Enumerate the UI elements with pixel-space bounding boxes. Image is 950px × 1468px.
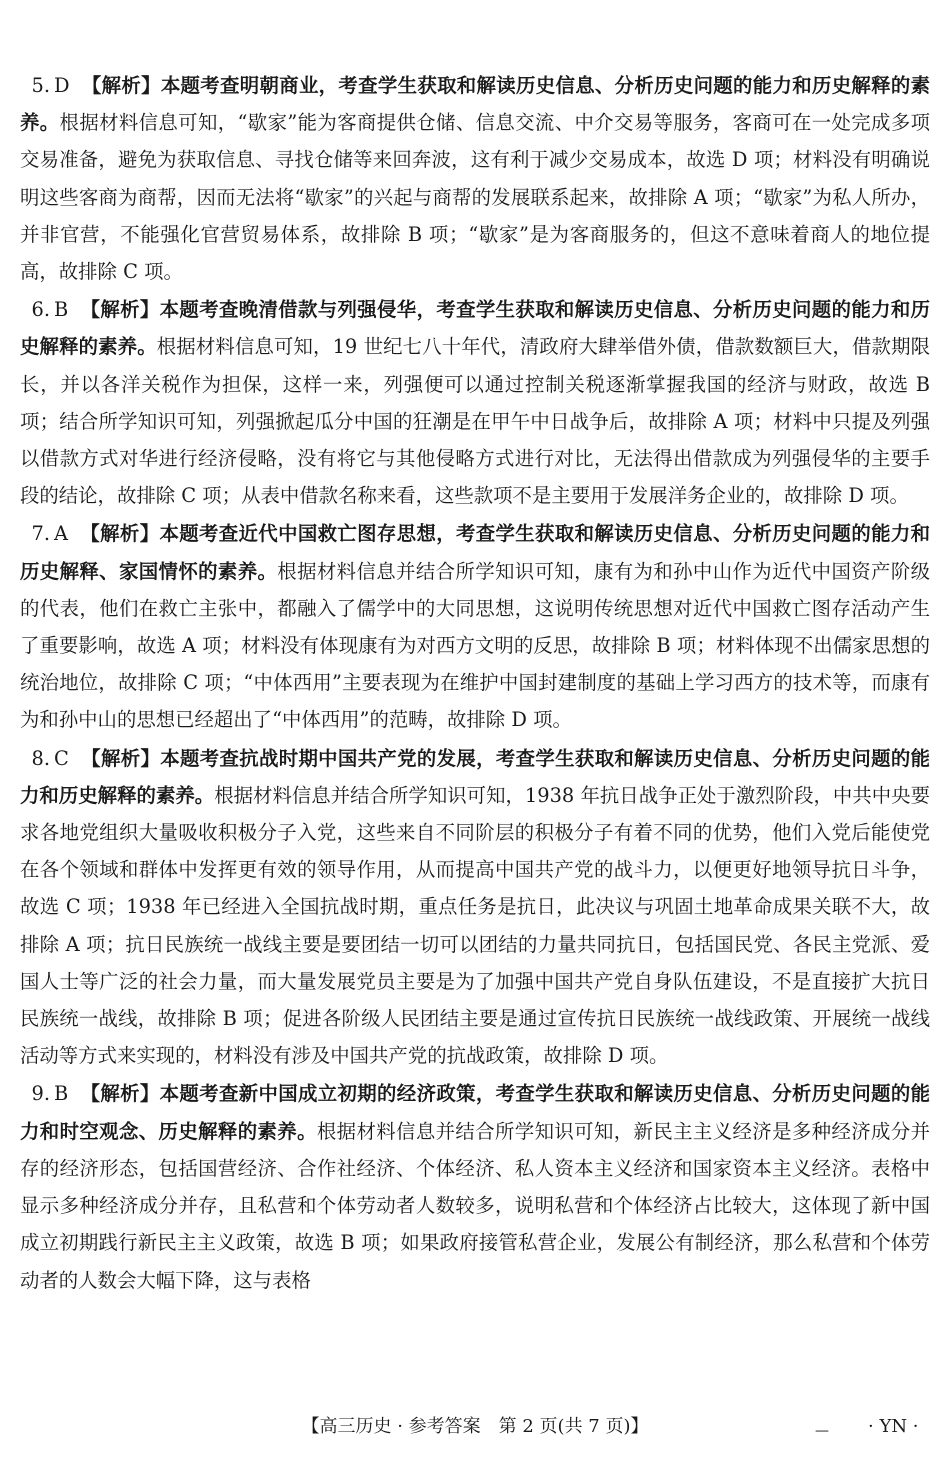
answer-item-8 [20, 740, 930, 1075]
answer-letter: C [54, 746, 69, 770]
answer-item-5 [20, 67, 930, 290]
analysis-tag: 【解析】 [80, 522, 160, 546]
answer-item-6 [20, 291, 930, 514]
analysis-tag: 【解析】 [80, 1082, 160, 1106]
question-number: 6. [31, 298, 50, 322]
answer-list [20, 67, 930, 1300]
topic-statement: 本题考查近代中国救亡图存思想，考查学生获取和解读历史信息、分析历史问题的能力和历史解释、家国情怀的素养。 [20, 522, 931, 583]
analysis-tag: 【解析】 [80, 746, 161, 770]
topic-statement: 本题考查晚清借款与列强侵华，考查学生获取和解读历史信息、分析历史问题的能力和历史解释的素养。 [20, 298, 931, 359]
page-footer [0, 1412, 950, 1442]
question-number: 7. [31, 522, 50, 546]
explanation-text: 根据材料信息并结合所学知识可知，1938 年抗日战争正处于激烈阶段，中共中央要求各地党组织大量吸收积极分子入党，这些来自不同阶层的积极分子有着不同的优势，他们入党后能使党在各个领域和群体中发挥更有效的领导作用，从而提高中国共产党的战斗力，以便更好地领导抗日斗争，故选 C 项；1938 年已经进入全国抗战时期，重点任务是抗日，此决议与巩固土地革命成果关联不大，故排除 A 项；抗日民族统一战线主要是要团结一切可以团结的力量共同抗日，包括国民党、各民主党派、爱国人士等广泛的社会力量，而大量发展党员主要是为了加强中国共产党自身队伍建设，不是直接扩大抗日民族统一战线，故排除 B 项；促进各阶级人民团结主要是通过宣传抗日民族统一战线政策、开展统一战线活动等方式来实现的，材料没有涉及中国共产党的抗战政策，故排除 D 项。 [20, 783, 930, 1068]
answer-letter: A [54, 522, 69, 546]
answer-item-7 [20, 515, 930, 738]
question-number: 9. [31, 1082, 50, 1106]
topic-statement: 本题考查明朝商业，考查学生获取和解读历史信息、分析历史问题的能力和历史解释的素养。 [20, 74, 931, 135]
explanation-text: 根据材料信息并结合所学知识可知，新民主主义经济是多种经济成分并存的经济形态，包括国营经济、合作社经济、个体经济、私人资本主义经济和国家资本主义经济。表格中显示多种经济成分并存，且私营和个体劳动者人数较多，说明私营和个体经济占比较大，这体现了新中国成立初期践行新民主主义政策，故选 B 项；如果政府接管私营企业，发展公有制经济，那么私营和个体劳动者的人数会大幅下降，这与表格 [20, 1119, 931, 1292]
footer-label: 【高三历史 · 参考答案 第 2 页(共 7 页)】 [301, 1416, 649, 1437]
answer-letter: D [54, 74, 70, 97]
answer-letter: B [54, 1082, 69, 1106]
question-number: 5. [31, 74, 50, 97]
footer-mark: — [815, 1423, 829, 1439]
topic-statement: 本题考查抗战时期中国共产党的发展，考查学生获取和解读历史信息、分析历史问题的能力和历史解释的素养。 [20, 746, 931, 807]
explanation-text: 根据材料信息可知，“歇家”能为客商提供仓储、信息交流、中介交易等服务，客商可在一处完成多项交易准备，避免为获取信息、寻找仓储等来回奔波，这有利于减少交易成本，故选 D 项；材料没有明确说明这些客商为商帮，因而无法将“歇家”的兴起与商帮的发展联系起来，故排除 A 项；“歇家”为私人所办，并非官营，不能强化官营贸易体系，故排除 B 项；“歇家”是为客商服务的，但这不意味着商人的地位提高，故排除 C 项。 [20, 111, 930, 284]
answer-item-9 [20, 1075, 930, 1298]
topic-statement: 本题考查新中国成立初期的经济政策，考查学生获取和解读历史信息、分析历史问题的能力和时空观念、历史解释的素养。 [20, 1082, 931, 1143]
question-number: 8. [31, 746, 50, 770]
answer-letter: B [54, 298, 69, 322]
analysis-tag: 【解析】 [81, 74, 161, 97]
footer-code: · YN · [868, 1416, 919, 1437]
explanation-text: 根据材料信息可知，19 世纪七八十年代，清政府大肆举借外债，借款数额巨大，借款期限长，并以各洋关税作为担保，这样一来，列强便可以通过控制关税逐渐掌握我国的经济与财政，故选 B 项；结合所学知识可知，列强掀起瓜分中国的狂潮是在甲午中日战争后，故排除 A 项；材料中只提及列强以借款方式对华进行经济侵略，没有将它与其他侵略方式进行对比，无法得出借款成为列强侵华的主要手段的结论，故排除 C 项；从表中借款名称来看，这些款项不是主要用于发展洋务企业的，故排除 D 项。 [20, 335, 931, 508]
analysis-tag: 【解析】 [80, 298, 160, 322]
explanation-text: 根据材料信息并结合所学知识可知，康有为和孙中山作为近代中国资产阶级的代表，他们在救亡主张中，都融入了儒学中的大同思想，这说明传统思想对近代中国救亡图存活动产生了重要影响，故选 A 项；材料没有体现康有为对西方文明的反思，故排除 B 项；材料体现不出儒家思想的统治地位，故排除 C 项；“中体西用”主要表现为在维护中国封建制度的基础上学习西方的技术等，而康有为和孙中山的思想已经超出了“中体西用”的范畴，故排除 D 项。 [20, 559, 931, 732]
